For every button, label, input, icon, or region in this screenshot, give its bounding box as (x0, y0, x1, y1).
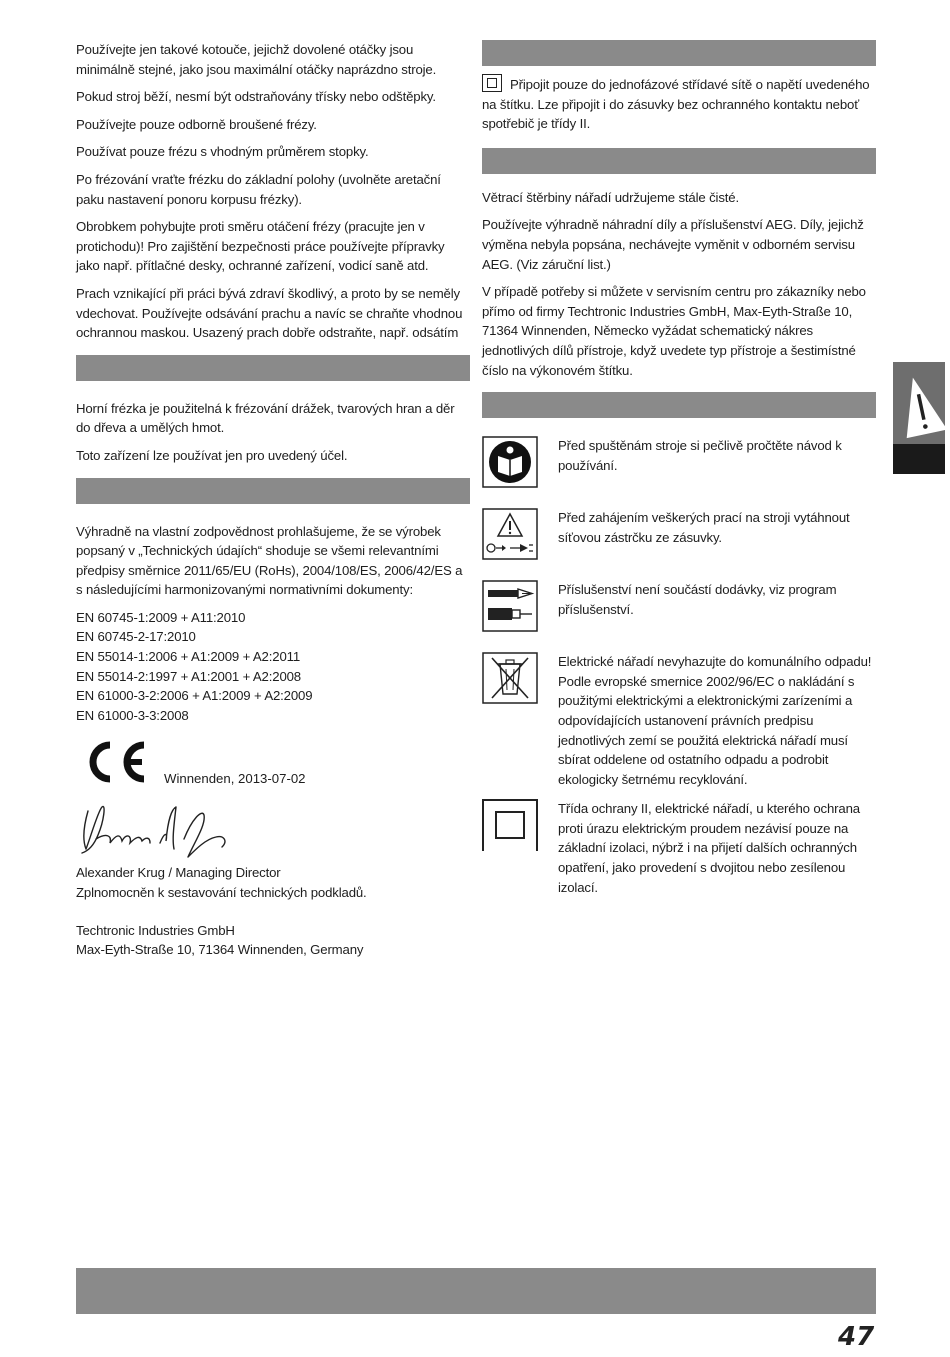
section-bar-use (76, 355, 470, 381)
symbol-row (482, 799, 876, 897)
ce-mark-icon (80, 739, 150, 785)
signatory: Alexander Krug / Managing Director (76, 865, 281, 881)
use-paragraph: Horní frézka je použitelná k frézování drážek, tvarových hran a děr do dřeva a umělých hmot. (76, 400, 455, 436)
symbol-row (482, 508, 876, 566)
left-column (76, 40, 470, 960)
standard-item: EN 60745-2-17:2010 (76, 629, 196, 645)
intro-paragraph: Obrobkem pohybujte proti směru otáčení frézy (pracujte jen v protichodu)! Pro zajištění bezpečnosti práce používejte přípravky jako např. přítlačné desky, ochranné zařízení, vodicí saně atd. (76, 219, 445, 274)
class-ii-icon (482, 799, 538, 851)
section-bar-maintenance (482, 148, 876, 174)
intro-paragraph: Používat pouze frézu s vhodným průměrem stopky. (76, 144, 369, 160)
section-bar-symbols (482, 392, 876, 418)
symbol-text: Třída ochrany II, elektrické nářadí, u kterého ochrana proti úrazu elektrickým proudem nezávisí pouze na základní izolaci, nýbrž i na přijetí dalších ochranných opatření, jako provedení s dvojitou nebo zesílenou izolací. (558, 801, 860, 895)
symbol-text: Před zahájením veškerých prací na stroji vytáhnout síťovou zástrčku ze zásuvky. (558, 510, 850, 545)
accessory-icon (482, 580, 538, 632)
symbol-row (482, 580, 876, 638)
ce-row (76, 739, 470, 795)
signature-icon (76, 799, 246, 863)
standard-item: EN 61000-3-2:2006 + A1:2009 + A2:2009 (76, 688, 313, 704)
maintenance-paragraph: Používejte výhradně náhradní díly a příslušenství AEG. Díly, jejichž výměna nebyla popsána, nechávejte vyměnit v odborném servisu AEG. (Viz záruční list.) (482, 217, 864, 272)
unplug-warning-icon (482, 508, 538, 560)
standards-list (76, 608, 470, 726)
intro-paragraph: Používejte pouze odborně broušené frézy. (76, 116, 317, 132)
standard-item: EN 61000-3-3:2008 (76, 707, 189, 723)
company-address: Max-Eyth-Straße 10, 71364 Winnenden, Germany (76, 942, 364, 958)
symbol-text: Elektrické nářadí nevyhazujte do komunálního odpadu! Podle evropské smernice 2002/96/EC o nakládání s použitými elektrickými a elektronickými zarízeními a odpovídajících ustanovení právních predpisu jednotlivých zemí se použitá elektrická nářadí musí sbírat oddelene od ostatního odpadu a podrobit ekologicky šetrnému recyklování. (558, 654, 872, 787)
conformity-paragraph: Výhradně na vlastní zodpovědnost prohlašujeme, že se výrobek popsaný v „Technických údajích“ shoduje se všemi relevantními předpisy směrnice 2011/65/EU (RoHs), 2004/108/ES, 2006/42/ES a s následujícími harmonizovanými normativními dokumenty: (76, 523, 463, 598)
standard-item: EN 60745-1:2009 + A11:2010 (76, 609, 246, 625)
standard-item: EN 55014-2:1997 + A1:2001 + A2:2008 (76, 668, 301, 684)
read-manual-icon (482, 436, 538, 488)
intro-paragraph: Po frézování vraťte frézku do základní polohy (uvolněte aretační paku nastavení ponoru korpusu frézky). (76, 171, 441, 207)
place-date: Winnenden, 2013-07-02 (164, 771, 306, 787)
intro-paragraph: Prach vznikající při práci bývá zdraví škodlivý, a proto by se neměly vdechovat. Používejte odsávání prachu a navíc se chraňte vhodnou ochrannou maskou. Usazený prach dobře odstraňte, např. odsátím (76, 285, 463, 341)
electrical-paragraph (482, 74, 876, 134)
symbol-text: Před spuštěnám stroje si pečlivě pročtěte návod k používání. (558, 438, 842, 473)
standard-item: EN 55014-1:2006 + A1:2009 + A2:2011 (76, 649, 301, 665)
warning-side-tab (893, 362, 945, 474)
authorized-note: Zplnomocněn k sestavování technických podkladů. (76, 885, 367, 901)
intro-paragraph: Pokud stroj běží, nesmí být odstraňovány třísky nebo odštěpky. (76, 89, 436, 105)
company-name: Techtronic Industries GmbH (76, 922, 235, 938)
section-bar-conformity (76, 478, 470, 504)
intro-paragraph: Používejte jen takové kotouče, jejichž dovolené otáčky jsou minimálně stejné, jako jsou maximální otáčky naprázdno stroje. (76, 42, 437, 77)
maintenance-paragraph: Větrací štěrbiny nářadí udržujeme stále čisté. (482, 189, 739, 205)
electrical-text: Připojit pouze do jednofázové střídavé sítě o napětí uvedeného na štítku. Lze připojit i do zásuvky bez ochranného kontaktu neboť spotřebič je třídy II. (482, 77, 870, 132)
class-ii-small-icon (482, 74, 502, 92)
maintenance-paragraph: V případě potřeby si můžete v servisním centru pro zákazníky nebo přímo od firmy Techtronic Industries GmbH, Max-Eyth-Straße 10, 71364 Winnenden, Německo vyžádat schematický nákres jednotlivých dílů přístroje, když uvedete typ přístroje a šestimístné číslo na výkonovém štítku. (482, 284, 866, 378)
footer-bar (76, 1268, 876, 1314)
symbol-text: Příslušenství není součástí dodávky, viz program příslušenství. (558, 582, 837, 617)
weee-bin-icon (482, 652, 538, 704)
page-number: 47 (838, 1322, 875, 1352)
use-paragraph: Toto zařízení lze používat jen pro uvedený účel. (76, 447, 348, 463)
symbol-row (482, 436, 876, 494)
symbol-row (482, 652, 876, 789)
section-bar-electrical (482, 40, 876, 66)
right-column (482, 40, 876, 907)
